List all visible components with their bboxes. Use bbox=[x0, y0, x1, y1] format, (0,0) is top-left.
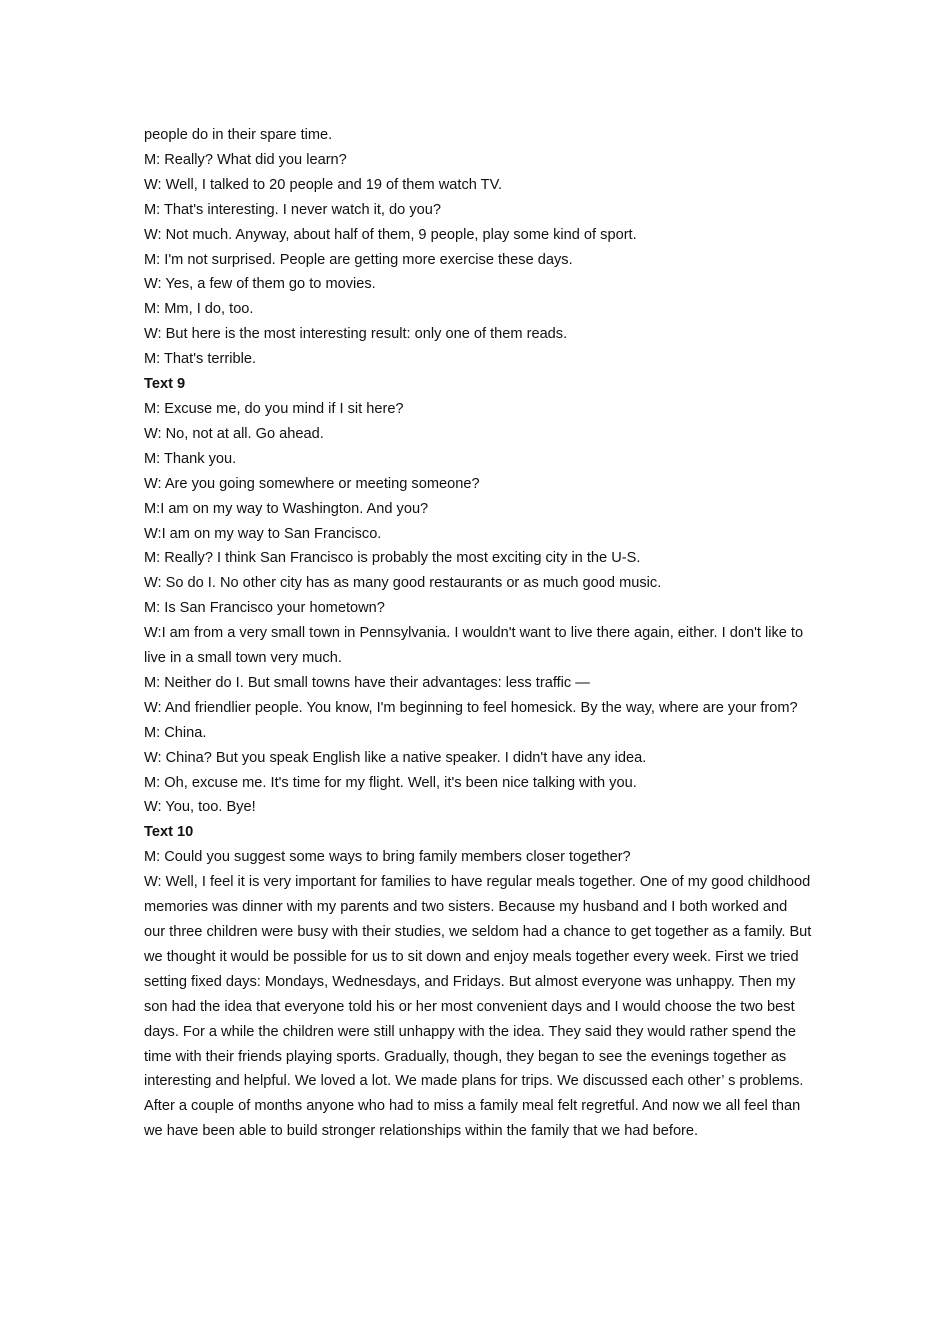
dialogue-line: M: Neither do I. But small towns have their advantages: less traffic — bbox=[144, 674, 590, 691]
dialogue-line: M: Really? What did you learn? bbox=[144, 151, 347, 168]
dialogue-line: W: Not much. Anyway, about half of them, 9 people, play some kind of sport. bbox=[144, 226, 637, 243]
dialogue-line: M: Really? I think San Francisco is probably the most exciting city in the U-S. bbox=[144, 550, 641, 567]
section-text-10 bbox=[144, 820, 812, 1144]
dialogue-line: M: Mm, I do, too. bbox=[144, 301, 254, 318]
dialogue-line: W: You, too. Bye! bbox=[144, 799, 256, 816]
dialogue-line: M: Excuse me, do you mind if I sit here? bbox=[144, 400, 404, 417]
section-heading: Text 10 bbox=[144, 824, 194, 841]
dialogue-line: M: Could you suggest some ways to bring family members closer together? bbox=[144, 849, 631, 866]
dialogue-line: W: No, not at all. Go ahead. bbox=[144, 425, 324, 442]
dialogue-line: M: Thank you. bbox=[144, 450, 237, 467]
dialogue-line: W:I am on my way to San Francisco. bbox=[144, 525, 382, 542]
dialogue-line: M: Is San Francisco your hometown? bbox=[144, 600, 385, 617]
dialogue-line: W: Yes, a few of them go to movies. bbox=[144, 276, 376, 293]
dialogue-line: M: That's terrible. bbox=[144, 351, 257, 368]
dialogue-paragraph: W: Well, I feel it is very important for families to have regular meals together. One of my good childhood memories was dinner with my parents and two sisters. Because my husband and I both worked and our three children were busy with their studies, we seldom had a chance to get together as a family. But we thought it would be possible for us to sit down and enjoy meals together every week. First we tried setting fixed days: Mondays, Wednesdays, and Fridays. But almost everyone was unhappy. Then my son had the idea that everyone told his or her most convenient days and I would choose the two best days. For a while the children were still unhappy with the idea. They said they would rather spend the time with their friends playing sports. Gradually, though, they began to see the evenings together as interesting and helpful. We loved a lot. We made plans for trips. We discussed each other’ s problems. After a couple of months anyone who had to miss a family meal felt regretful. And now we all feel than we have been able to build stronger relationships within the family that we had before. bbox=[144, 874, 812, 1140]
dialogue-line: M:I am on my way to Washington. And you? bbox=[144, 500, 429, 517]
dialogue-line: W: But here is the most interesting result: only one of them reads. bbox=[144, 326, 568, 343]
section-text-8 bbox=[144, 123, 812, 372]
dialogue-line: M: I'm not surprised. People are getting more exercise these days. bbox=[144, 251, 573, 268]
dialogue-line: M: That's interesting. I never watch it, do you? bbox=[144, 201, 441, 218]
section-text-9 bbox=[144, 372, 812, 820]
dialogue-line: W: Well, I talked to 20 people and 19 of them watch TV. bbox=[144, 176, 503, 193]
dialogue-line: W: Are you going somewhere or meeting someone? bbox=[144, 475, 480, 492]
section-heading: Text 9 bbox=[144, 376, 186, 393]
dialogue-line: M: China. bbox=[144, 724, 207, 741]
dialogue-line: W: And friendlier people. You know, I'm beginning to feel homesick. By the way, where are your from? bbox=[144, 699, 798, 716]
document-page bbox=[144, 123, 812, 1144]
dialogue-line: W: China? But you speak English like a native speaker. I didn't have any idea. bbox=[144, 749, 647, 766]
dialogue-line: W:I am from a very small town in Pennsylvania. I wouldn't want to live there again, either. I don't like to live in a small town very much. bbox=[144, 625, 804, 667]
dialogue-line: W: So do I. No other city has as many good restaurants or as much good music. bbox=[144, 575, 662, 592]
dialogue-line: people do in their spare time. bbox=[144, 127, 333, 143]
dialogue-line: M: Oh, excuse me. It's time for my flight. Well, it's been nice talking with you. bbox=[144, 774, 637, 791]
